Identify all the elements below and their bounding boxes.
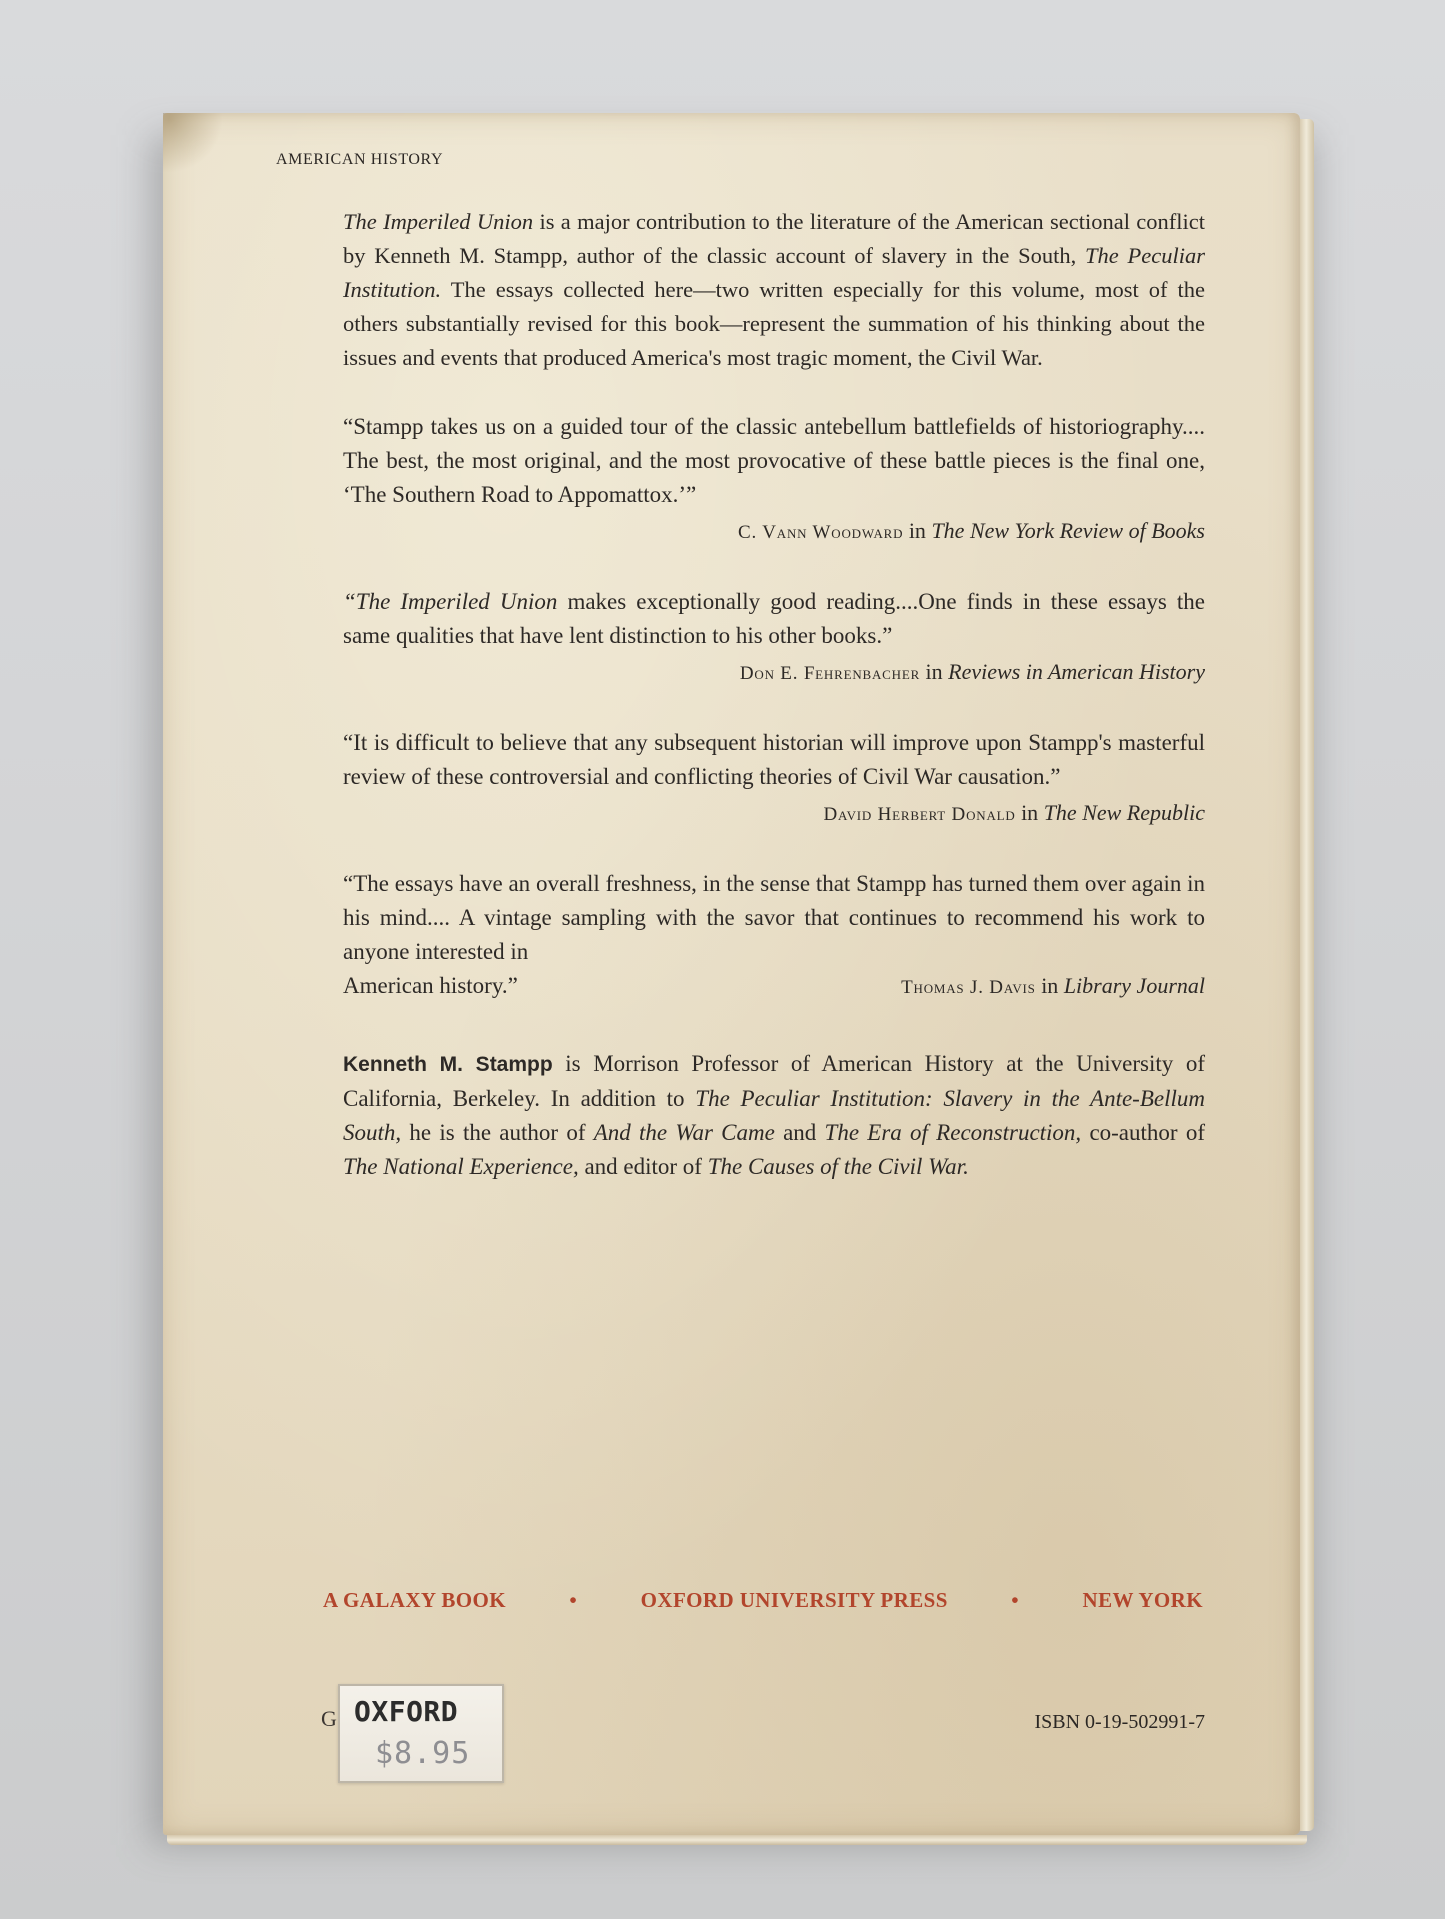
quote-book-title: The Imperiled Union — [355, 589, 558, 614]
quote-author: Don E. Fehrenbacher — [739, 663, 921, 684]
quote-open-mark: “ — [343, 589, 356, 614]
quote-publication: Reviews in American History — [948, 659, 1205, 684]
quote-attribution — [343, 514, 1205, 550]
quote-last-line — [343, 969, 1205, 1005]
intro-peculiar-title: The Peculiar Institution. — [343, 243, 1205, 302]
publisher-city: NEW YORK — [1082, 1588, 1203, 1612]
about-text: and editor of — [578, 1154, 708, 1179]
author-name: Kenneth M. Stampp — [343, 1053, 553, 1076]
sticker-price: $8.95 — [375, 1736, 471, 1771]
corner-wear — [163, 113, 223, 173]
quote-text: “The essays have an overall freshness, in the sense that Stampp has turned them over again in his mind.... A vintage sampling with the savor that continues to recommend his work to anyone interested in — [343, 871, 1205, 964]
about-text: is Morrison Professor of American History at the University of California, Berkeley. In addition to — [343, 1051, 1205, 1111]
page-edge-bottom — [167, 1835, 1307, 1845]
review-quote-1 — [343, 410, 1205, 550]
book-title: The National Experience, — [343, 1154, 579, 1179]
cover-text — [343, 205, 1205, 1184]
about-text: he is the author of — [401, 1120, 594, 1145]
category-label: AMERICAN HISTORY — [276, 151, 444, 168]
quote-in: in — [920, 659, 949, 684]
book-title: The Era of Reconstruction, — [824, 1120, 1082, 1145]
quote-body: makes exceptionally good reading....One finds in these essays the same qualities that have lent distinction to his other books.” — [343, 589, 1206, 648]
intro-text-2: The essays collected here—two written especially for this volume, most of the others substantially revised for this book—represent the summation of his thinking about the issues and events that produced America's most tragic moment, the Civil War. — [343, 277, 1205, 370]
publisher-name: OXFORD UNIVERSITY PRESS — [640, 1588, 948, 1612]
quote-in: in — [1015, 800, 1044, 825]
quote-author: Thomas J. Davis — [901, 977, 1036, 998]
quote-author: David Herbert Donald — [823, 804, 1016, 825]
about-author-text — [343, 1047, 1205, 1184]
separator-dot: • — [1011, 1588, 1020, 1612]
quote-last-text: American history.” — [343, 973, 518, 998]
quote-publication: Library Journal — [1063, 973, 1205, 998]
review-quote-4 — [343, 867, 1205, 1005]
quote-attribution — [901, 969, 1205, 1005]
quote-in: in — [903, 518, 932, 543]
review-quote-2 — [343, 585, 1205, 691]
review-quote-3 — [343, 726, 1205, 832]
publisher-series: A GALAXY BOOK — [323, 1588, 506, 1612]
quote-publication: The New Republic — [1043, 800, 1205, 825]
publisher-line — [323, 1588, 1203, 1613]
book-title: The Causes of the Civil War. — [707, 1154, 969, 1179]
quote-in: in — [1035, 973, 1064, 998]
partial-letter: G — [321, 1706, 337, 1731]
quote-author: C. Vann Woodward — [738, 522, 904, 543]
quote-text: “Stampp takes us on a guided tour of the classic antebellum battlefields of historiography.... The best, the most original, and the most provocative of these battle pieces is the final one, ‘The Southern Road to Appomattox.’” — [343, 414, 1205, 507]
quote-publication: The New York Review of Books — [931, 518, 1205, 543]
intro-book-title: The Imperiled Union — [343, 209, 534, 234]
separator-dot: • — [569, 1588, 578, 1612]
page-edge-right — [1300, 119, 1314, 1831]
price-sticker — [338, 1684, 504, 1783]
intro-text: is a major contribution to the literature of the American sectional conflict by Kenneth M. Stampp, author of the classic account of slavery in the South, — [343, 209, 1205, 268]
quote-text — [343, 585, 1205, 653]
quote-text: “It is difficult to believe that any subsequent historian will improve upon Stampp's masterful review of these controversial and conflicting theories of Civil War causation.” — [343, 730, 1205, 789]
isbn-number: ISBN 0-19-502991-7 — [1034, 1711, 1205, 1733]
book-back-cover — [163, 113, 1300, 1835]
intro-paragraph — [343, 205, 1205, 375]
book-title: And the War Came — [593, 1120, 775, 1145]
quote-attribution — [343, 796, 1205, 832]
about-text: and — [774, 1120, 825, 1145]
quote-attribution — [343, 655, 1205, 691]
sticker-store: OXFORD — [354, 1695, 459, 1728]
about-text: co-author of — [1081, 1120, 1205, 1145]
book-title: The Peculiar Institution: Slavery in the Ante-Bellum South, — [343, 1086, 1205, 1145]
about-author — [343, 1047, 1205, 1184]
